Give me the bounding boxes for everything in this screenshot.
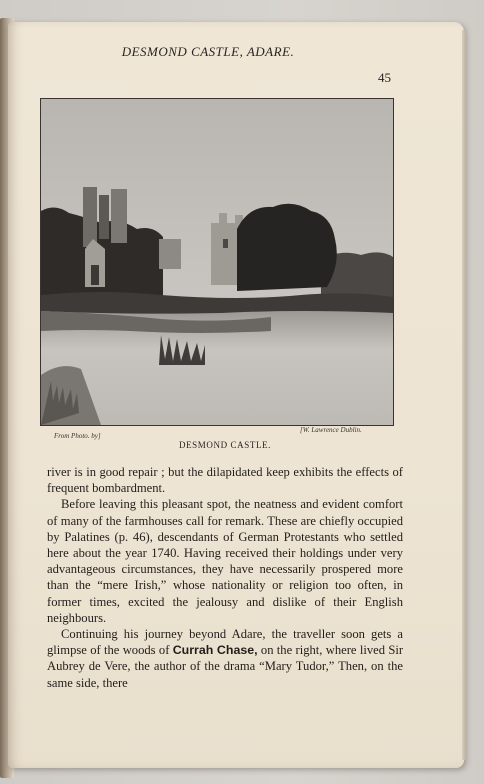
plate-caption: DESMOND CASTLE. (178, 440, 271, 450)
paragraph-1: river is in good repair ; but the dilapidated keep exhibits the effects of frequent bombardment. (47, 465, 403, 496)
body-text (47, 464, 403, 691)
page-number: 45 (378, 70, 391, 85)
paragraph-2: Before leaving this pleasant spot, the neatness and evident comfort of many of the farmhouses call for remark. These are chiefly occupied by Palatines (p. 46), descendants of German Protestants who settled here about the year 1740. Having received their holdings under very advantageous circumstances, they have necessarily prospered more than the “mere Irish,” whose nationality or religion too often, in former times, excited the jealousy and dislike of their English neighbours. (47, 497, 403, 625)
paragraph-3-start: Continuing his journey beyond Adare, the traveller soon gets a glimpse of the woods of (47, 627, 403, 658)
page-edge (462, 30, 466, 760)
running-header: DESMOND CASTLE, ADARE. (121, 44, 295, 59)
paragraph-3-end: on the right, where lived Sir Aubrey de Vere, the author of the drama “Mary Tudor,” Then, on the same side, there (47, 643, 404, 690)
paragraph-3 (47, 626, 403, 691)
photo-credit-right: [W. Lawrence Dublin. (300, 426, 362, 434)
photo-plate (40, 98, 394, 426)
castle-photograph (41, 99, 393, 425)
photo-credit-left: From Photo. by] (54, 432, 101, 440)
place-name-bold: Currah Chase, (172, 643, 258, 658)
